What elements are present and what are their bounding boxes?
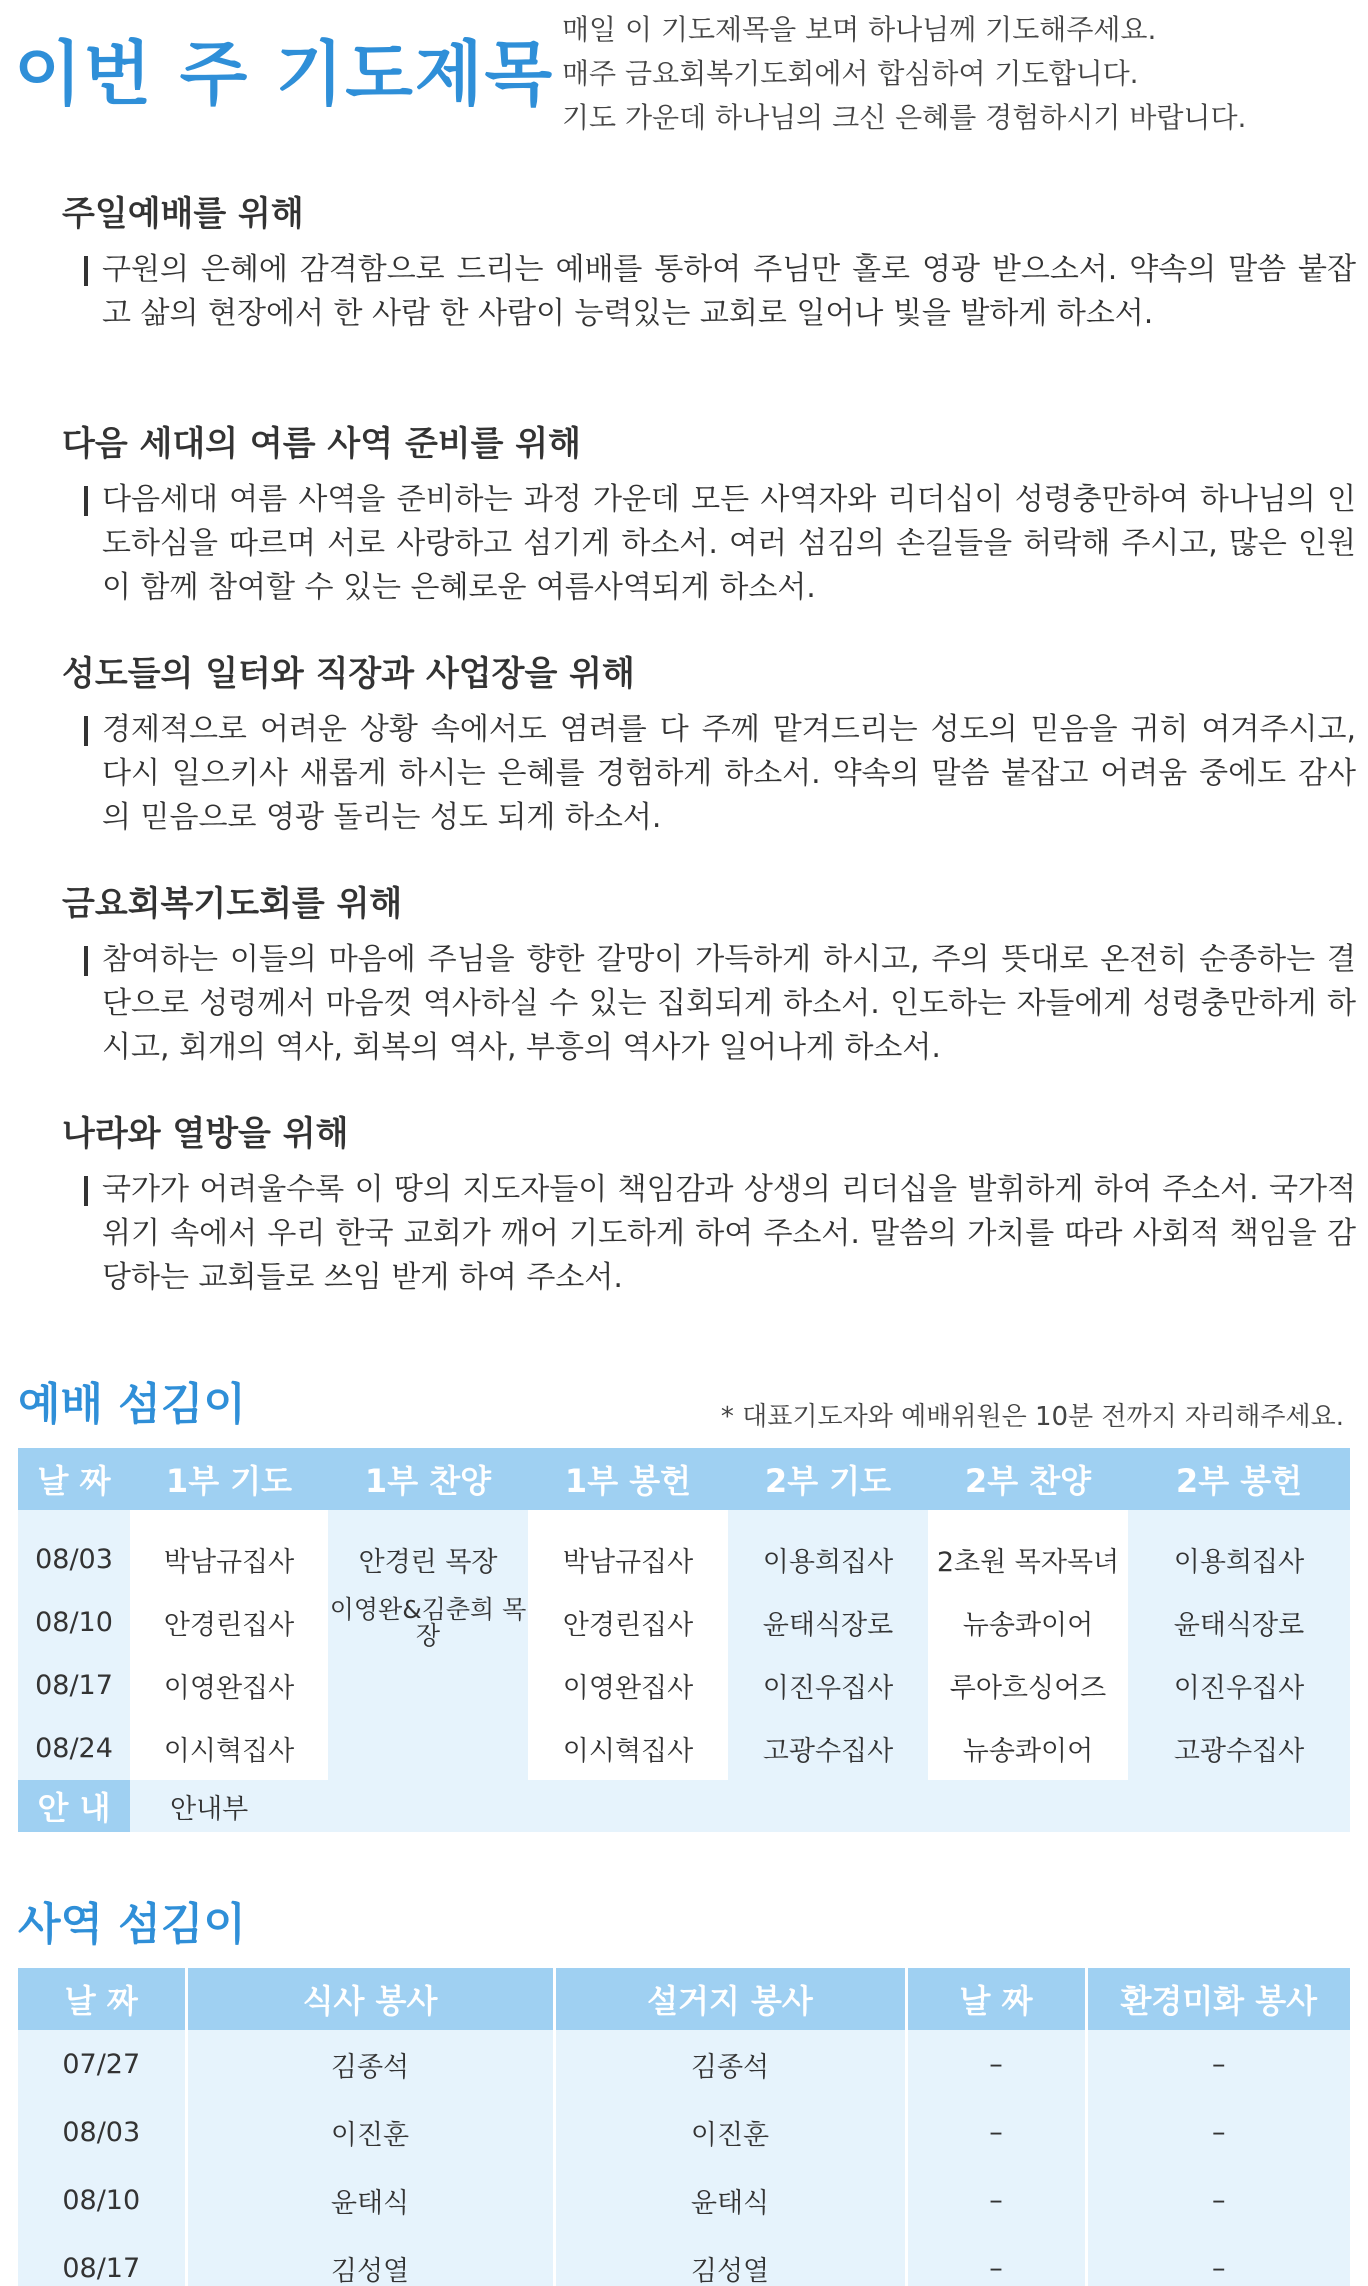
- column-header: 날 짜: [18, 1968, 186, 2030]
- table-cell: –: [906, 2234, 1086, 2286]
- table-header-row: [18, 1968, 1350, 2030]
- table-cell: 안경린집사: [562, 1610, 694, 1641]
- worship-note: * 대표기도자와 예배위원은 10분 전까지 자리해주세요.: [720, 1402, 1344, 1432]
- table-cell: 고광수집사: [728, 1717, 928, 1780]
- intro-line: 기도 가운데 하나님의 크신 은혜를 경험하시기 바랍니다.: [562, 101, 1247, 134]
- table-header-row: [18, 1448, 1350, 1510]
- table-cell: –: [1086, 2166, 1350, 2234]
- table-row: [18, 1654, 1350, 1717]
- table-cell: 윤태식: [554, 2166, 906, 2234]
- prayer-title: 금요회복기도회를 위해: [62, 884, 403, 924]
- ministry-heading: 사역 섬김이: [18, 1899, 246, 1950]
- date-cell: 08/17: [18, 1654, 130, 1717]
- prayer-title: 성도들의 일터와 직장과 사업장을 위해: [62, 654, 635, 694]
- page-title: 이번 주 기도제목: [14, 33, 555, 115]
- table-row: [18, 1717, 1350, 1780]
- table-row: [18, 2166, 1350, 2234]
- prayer-body: 다음세대 여름 사역을 준비하는 과정 가운데 모든 사역자와 리더십이 성령충만하여 하나님의 인도하심을 따르며 서로 사랑하고 섬기게 하소서. 여러 섬김의 손길들을 허락해 주시고, 많은 인원이 함께 참여할 수 있는 은혜로운 여름사역되게 하소서.: [84, 478, 1356, 610]
- table-cell: –: [1086, 2234, 1350, 2286]
- table-cell: –: [906, 2166, 1086, 2234]
- guide-value: 안내부: [130, 1780, 1350, 1832]
- prayer-item: [62, 1110, 1362, 1340]
- table-cell: 이진우집사: [1128, 1654, 1350, 1717]
- prayer-body: 참여하는 이들의 마음에 주님을 향한 갈망이 가득하게 하시고, 주의 뜻대로 온전히 순종하는 결단으로 성령께서 마음껏 역사하실 수 있는 집회되게 하소서. 인도하는 자들에게 성령충만하게 하시고, 회개의 역사, 회복의 역사, 부흥의 역사가 일어나게 하소서.: [84, 938, 1356, 1070]
- column-header: 환경미화 봉사: [1086, 1968, 1350, 2030]
- table-cell: 이진훈: [186, 2098, 554, 2166]
- cell-text: 이영완&김춘희 목장: [329, 1594, 527, 1650]
- intro-line: 매일 이 기도제목을 보며 하나님께 기도해주세요.: [562, 13, 1157, 46]
- column-header: 2부 찬양: [928, 1448, 1128, 1510]
- table-cell: 이시혁집사: [562, 1736, 694, 1767]
- column-header: 1부 기도: [130, 1448, 328, 1510]
- table-cell: 이시혁집사: [163, 1736, 295, 1767]
- guide-row: [18, 1780, 1350, 1832]
- prayer-title: 나라와 열방을 위해: [62, 1114, 349, 1154]
- prayer-title: 다음 세대의 여름 사역 준비를 위해: [62, 424, 581, 464]
- intro-text: [562, 8, 1246, 140]
- date-cell: 08/17: [18, 2234, 186, 2286]
- date-cell: 08/03: [18, 1510, 130, 1591]
- prayer-body: 경제적으로 어려운 상황 속에서도 염려를 다 주께 맡겨드리는 성도의 믿음을 귀히 여겨주시고, 다시 일으키사 새롭게 하시는 은혜를 경험하게 하소서. 약속의 말씀 붙잡고 어려움 중에도 감사의 믿음으로 영광 돌리는 성도 되게 하소서.: [84, 708, 1356, 840]
- ministry-table: [18, 1968, 1350, 2286]
- prayer-item: [62, 650, 1362, 880]
- table-cell: 이영완집사: [163, 1673, 295, 1704]
- table-row: [18, 1591, 1350, 1654]
- table-cell: 김종석: [186, 2030, 554, 2098]
- date-cell: 08/10: [18, 1591, 130, 1654]
- date-cell: 07/27: [18, 2030, 186, 2098]
- table-cell: 뉴송콰이어: [962, 1736, 1094, 1767]
- worship-table: [18, 1448, 1350, 1832]
- table-row: [18, 2234, 1350, 2286]
- table-cell: 박남규집사: [562, 1547, 694, 1578]
- table-cell: 이영완집사: [562, 1673, 694, 1704]
- prayer-title: 주일예배를 위해: [62, 194, 304, 234]
- column-header: 2부 봉헌: [1128, 1448, 1350, 1510]
- table-cell: 김종석: [554, 2030, 906, 2098]
- table-cell: 루아흐싱어즈: [949, 1673, 1107, 1704]
- header: [0, 0, 1368, 160]
- prayer-list: [62, 190, 1362, 1340]
- column-header: 1부 봉헌: [528, 1448, 728, 1510]
- column-header: 날 짜: [18, 1448, 130, 1510]
- column-header: 2부 기도: [728, 1448, 928, 1510]
- guide-label: 안 내: [18, 1780, 130, 1832]
- table-cell: –: [1086, 2030, 1350, 2098]
- table-cell: 이용희집사: [728, 1510, 928, 1591]
- table-cell: –: [1086, 2098, 1350, 2166]
- table-cell: –: [906, 2098, 1086, 2166]
- table-cell: 2초원 목자목녀: [936, 1547, 1120, 1578]
- table-cell: 윤태식장로: [728, 1591, 928, 1654]
- table-cell: 안경린 목장: [328, 1510, 528, 1591]
- column-header: 날 짜: [906, 1968, 1086, 2030]
- prayer-body: 국가가 어려울수록 이 땅의 지도자들이 책임감과 상생의 리더십을 발휘하게 하여 주소서. 국가적 위기 속에서 우리 한국 교회가 깨어 기도하게 하여 주소서. 말씀의 가치를 따라 사회적 책임을 감당하는 교회들로 쓰임 받게 하여 주소서.: [84, 1168, 1356, 1300]
- table-row: [18, 2030, 1350, 2098]
- table-cell: 이진훈: [554, 2098, 906, 2166]
- table-cell: 안경린집사: [163, 1610, 295, 1641]
- table-cell: –: [906, 2030, 1086, 2098]
- worship-heading: 예배 섬김이: [18, 1379, 246, 1430]
- date-cell: 08/03: [18, 2098, 186, 2166]
- column-header: 설거지 봉사: [554, 1968, 906, 2030]
- table-cell: 박남규집사: [163, 1547, 295, 1578]
- column-header: 1부 찬양: [328, 1448, 528, 1510]
- column-header: 식사 봉사: [186, 1968, 554, 2030]
- prayer-item: [62, 880, 1362, 1110]
- table-cell: 이진우집사: [728, 1654, 928, 1717]
- table-cell: 이용희집사: [1128, 1510, 1350, 1591]
- table-cell: 김성열: [554, 2234, 906, 2286]
- prayer-body: 구원의 은혜에 감격함으로 드리는 예배를 통하여 주님만 홀로 영광 받으소서. 약속의 말씀 붙잡고 삶의 현장에서 한 사람 한 사람이 능력있는 교회로 일어나 빛을 발하게 하소서.: [84, 248, 1356, 336]
- date-cell: 08/24: [18, 1717, 130, 1780]
- table-cell: 윤태식장로: [1128, 1591, 1350, 1654]
- date-cell: 08/10: [18, 2166, 186, 2234]
- table-cell: [328, 1654, 528, 1717]
- prayer-item: [62, 190, 1362, 420]
- intro-line: 매주 금요회복기도회에서 합심하여 기도합니다.: [562, 57, 1139, 90]
- table-cell: 윤태식: [186, 2166, 554, 2234]
- table-row: [18, 1510, 1350, 1591]
- table-cell: 김성열: [186, 2234, 554, 2286]
- table-cell: 고광수집사: [1128, 1717, 1350, 1780]
- prayer-item: [62, 420, 1362, 650]
- table-cell: 뉴송콰이어: [962, 1610, 1094, 1641]
- table-row: [18, 2098, 1350, 2166]
- table-cell: [328, 1591, 528, 1654]
- table-cell: [328, 1717, 528, 1780]
